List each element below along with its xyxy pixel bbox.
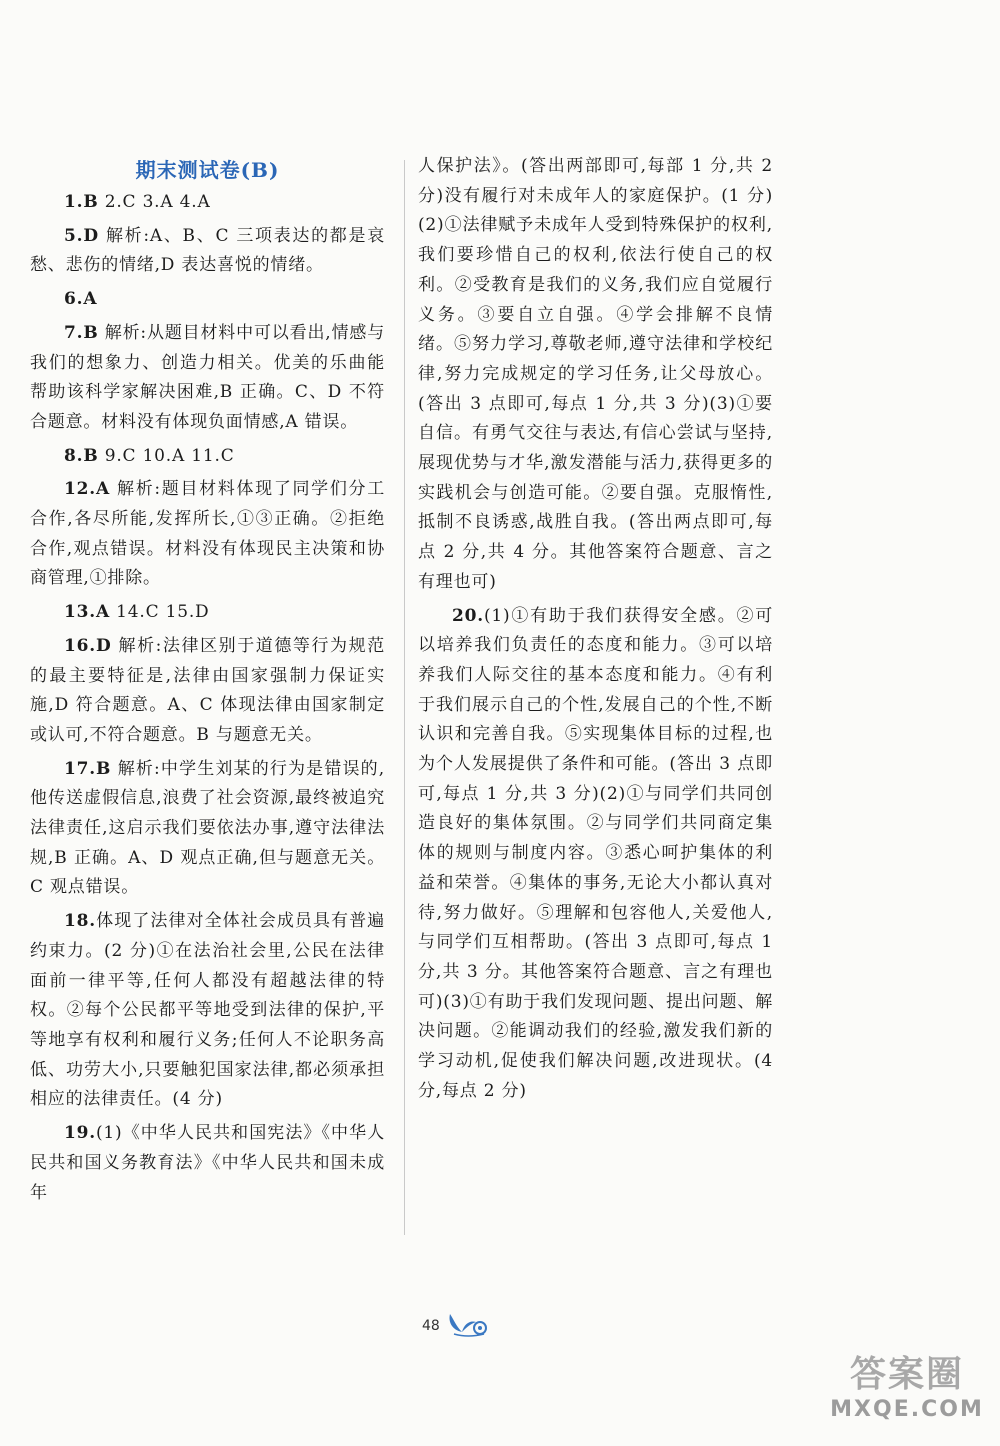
- answer-text: 解析:法律区别于道德等行为规范的最主要特征是,法律由国家强制力保证实施,D 符合题意。A、C 体现法律由国家制定或认可,不符合题意。B 与题意无关。: [30, 635, 385, 745]
- watermark-main: 答案圈: [849, 1354, 964, 1395]
- answer-number: 6.A: [64, 289, 98, 310]
- answer-item: [418, 602, 773, 1107]
- answer-item: [30, 1119, 385, 1208]
- left-column: [30, 152, 385, 1212]
- answer-text: (1)①有助于我们获得安全感。②可以培养我们负责任的态度和能力。③可以培养我们人际交往的基本态度和能力。④有利于我们展示自己的个性,发展自己的个性,不断认识和完善自我。⑤实现集体目标的过程,也为个人发展提供了条件和可能。(答出 3 点即可,每点 1 分,共 3 分)(2)①与同学们共同创造良好的集体氛围。②与同学们共同商定集体的规则与制度内容。③悉心呵护集体的利益和荣誉。④集体的事务,无论大小都认真对待,努力做好。⑤理解和包容他人,关爱他人,与同学们互相帮助。(答出 3 点即可,每点 1 分,共 3 分。其他答案符合题意、言之有理也可)(3)①有助于我们发现问题、提出问题、解决问题。②能调动我们的经验,激发我们新的学习动机,促使我们解决问题,改进现状。(4 分,每点 2 分): [418, 605, 773, 1101]
- answer-text: 解析:A、B、C 三项表达的都是哀愁、悲伤的情绪,D 表达喜悦的情绪。: [30, 225, 385, 276]
- answer-number: 18.: [64, 911, 96, 932]
- left-answers: [30, 188, 385, 1208]
- watermark-sub: MXQE.COM: [830, 1397, 984, 1422]
- column-divider: [404, 160, 405, 1235]
- right-column: [418, 152, 773, 1111]
- answer-text: 2.C 3.A 4.A: [98, 192, 211, 212]
- answer-text: 14.C 15.D: [109, 602, 210, 623]
- answer-item: [30, 598, 385, 628]
- answer-item: [30, 632, 385, 751]
- answer-item: [30, 222, 385, 281]
- right-answers: [418, 152, 773, 1107]
- watermark: [822, 1346, 992, 1422]
- answer-item: [30, 188, 385, 218]
- answer-text: (1)《中华人民共和国宪法》《中华人民共和国义务教育法》《中华人民共和国未成年: [30, 1123, 385, 1203]
- answer-number: 16.D: [64, 635, 112, 656]
- answer-number: 20.: [452, 605, 484, 626]
- answer-text: 体现了法律对全体社会成员具有普遍约束力。(2 分)①在法治社会里,公民在法律面前一律平等,任何人都没有超越法律的特权。②每个公民都平等地受到法律的保护,平等地享有权利和履行义务;任何人不论职务高低、功劳大小,只要触犯国家法律,都必须承担相应的法律责任。(4 分): [30, 911, 385, 1110]
- answer-text: 9.C 10.A 11.C: [98, 445, 235, 466]
- answer-item: [418, 152, 773, 598]
- answer-item: [30, 319, 385, 438]
- answer-text: 解析:题目材料体现了同学们分工合作,各尽所能,发挥所长,①③正确。②拒绝合作,观点错误。材料没有体现民主决策和协商管理,①排除。: [30, 479, 385, 589]
- page-number: 48: [422, 1318, 440, 1334]
- flourish-logo-icon: [440, 1306, 490, 1338]
- section-title: 期末测试卷(B): [135, 158, 280, 182]
- answer-item: [30, 475, 385, 594]
- answer-text: 解析:中学生刘某的行为是错误的,他传送虚假信息,浪费了社会资源,最终被追究法律责任,这启示我们要依法办事,遵守法律法规,B 正确。A、D 观点正确,但与题意无关。C 观点错误。: [30, 758, 385, 898]
- answer-number: 12.A: [64, 479, 110, 500]
- answer-item: [30, 285, 385, 315]
- answer-number: 17.B: [64, 758, 112, 779]
- answer-number: 19.: [64, 1123, 96, 1144]
- answer-number: 8.B: [64, 445, 99, 466]
- answer-number: 7.B: [64, 322, 99, 343]
- answer-number: 13.A: [64, 602, 110, 623]
- answer-item: [30, 442, 385, 472]
- answer-item: [30, 755, 385, 904]
- answer-number: 1.B: [64, 192, 99, 212]
- answer-text: 解析:从题目材料中可以看出,情感与我们的想象力、创造力相关。优美的乐曲能帮助该科学家解决困难,B 正确。C、D 不符合题意。材料没有体现负面情感,A 错误。: [30, 322, 385, 432]
- answer-text: 人保护法》。(答出两部即可,每部 1 分,共 2 分)没有履行对未成年人的家庭保护。(1 分)(2)①法律赋予未成年人受到特殊保护的权利,我们要珍惜自己的权利,依法行使自己的权利。②受教育是我们的义务,我们应自觉履行义务。③要自立自强。④学会排解不良情绪。⑤努力学习,尊敬老师,遵守法律和学校纪律,努力完成规定的学习任务,让父母放心。(答出 3 点即可,每点 1 分,共 3 分)(3)①要自信。有勇气交往与表达,有信心尝试与坚持,展现优势与才华,激发潜能与活力,获得更多的实践机会与创造可能。②要自强。克服惰性,抵制不良诱惑,战胜自我。(答出两点即可,每点 2 分,共 4 分。其他答案符合题意、言之有理也可): [418, 156, 773, 592]
- answer-item: [30, 907, 385, 1115]
- answer-number: 5.D: [64, 225, 99, 246]
